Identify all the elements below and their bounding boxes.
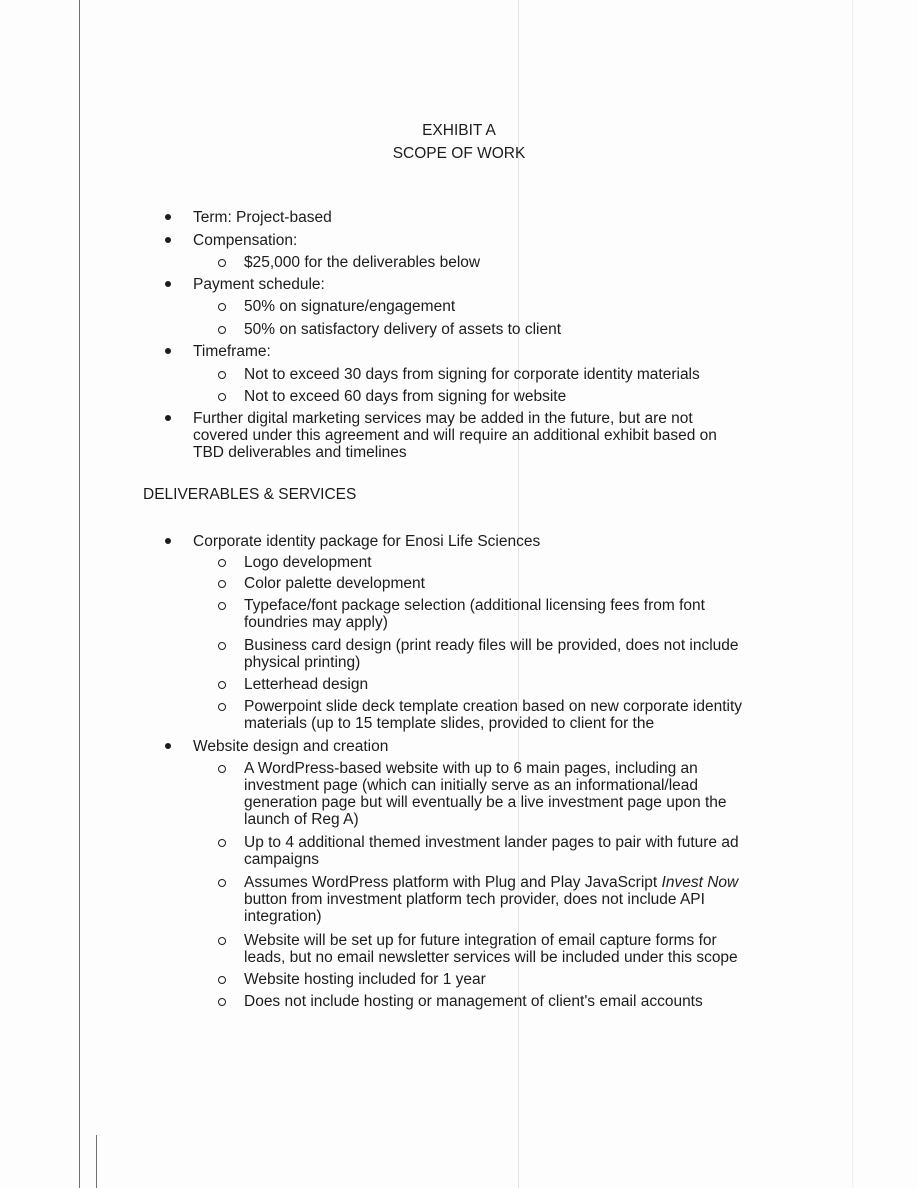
list-item-timeframe: Timeframe: xyxy=(193,343,271,360)
list-item-letterhead: Letterhead design xyxy=(244,676,369,693)
list-item-hosting: Website hosting included for 1 year xyxy=(244,971,486,988)
list-item-timeframe-1: Not to exceed 30 days from signing for corporate identity materials xyxy=(244,366,700,383)
list-item-website: Website design and creation xyxy=(193,738,389,755)
list-item-assumes-wordpress: Assumes WordPress platform with Plug and Play JavaScript Invest Now button from investment platform tech provider, does not include API integration) xyxy=(244,874,739,925)
scan-edge-line xyxy=(96,1135,97,1188)
list-item-further-services: Further digital marketing services may be added in the future, but are not covered under this agreement and will require an additional exhibit based on TBD deliverables and timelines xyxy=(193,410,717,461)
list-item-business-card: Business card design (print ready files will be provided, does not include physical printing) xyxy=(244,637,739,671)
list-item-compensation-amount: $25,000 for the deliverables below xyxy=(244,254,481,271)
list-item-term: Term: Project-based xyxy=(193,209,332,226)
list-item-lander-pages: Up to 4 additional themed investment lander pages to pair with future ad campaigns xyxy=(244,834,739,868)
scan-edge-line xyxy=(79,0,80,1188)
list-item-logo: Logo development xyxy=(244,554,372,571)
list-item-email-integration: Website will be set up for future integration of email capture forms for leads, but no email newsletter services will be included under this scope xyxy=(244,932,738,966)
scope-heading: SCOPE OF WORK xyxy=(392,145,526,162)
scan-edge-line xyxy=(852,0,853,1188)
list-item-payment-2: 50% on satisfactory delivery of assets to client xyxy=(244,321,562,338)
list-item-compensation: Compensation: xyxy=(193,232,298,249)
list-item-color: Color palette development xyxy=(244,575,425,592)
list-item-timeframe-2: Not to exceed 60 days from signing for website xyxy=(244,388,567,405)
deliverables-heading: DELIVERABLES & SERVICES xyxy=(143,486,357,503)
list-item-payment-schedule: Payment schedule: xyxy=(193,276,325,293)
list-item-typeface: Typeface/font package selection (additional licensing fees from font foundries may apply) xyxy=(244,597,705,631)
list-item-no-email-hosting: Does not include hosting or management of client's email accounts xyxy=(244,993,703,1010)
list-item-wordpress: A WordPress-based website with up to 6 main pages, including an investment page (which can initially serve as an informational/lead generation page but will eventually be a live investment page upon the launch of Reg A) xyxy=(244,760,727,828)
exhibit-heading: EXHIBIT A xyxy=(422,122,496,139)
list-item-payment-1: 50% on signature/engagement xyxy=(244,298,456,315)
list-item-corporate-identity: Corporate identity package for Enosi Life Sciences xyxy=(193,533,541,550)
list-item-powerpoint: Powerpoint slide deck template creation based on new corporate identity materials (up to 15 template slides, provided to client for the xyxy=(244,698,743,732)
